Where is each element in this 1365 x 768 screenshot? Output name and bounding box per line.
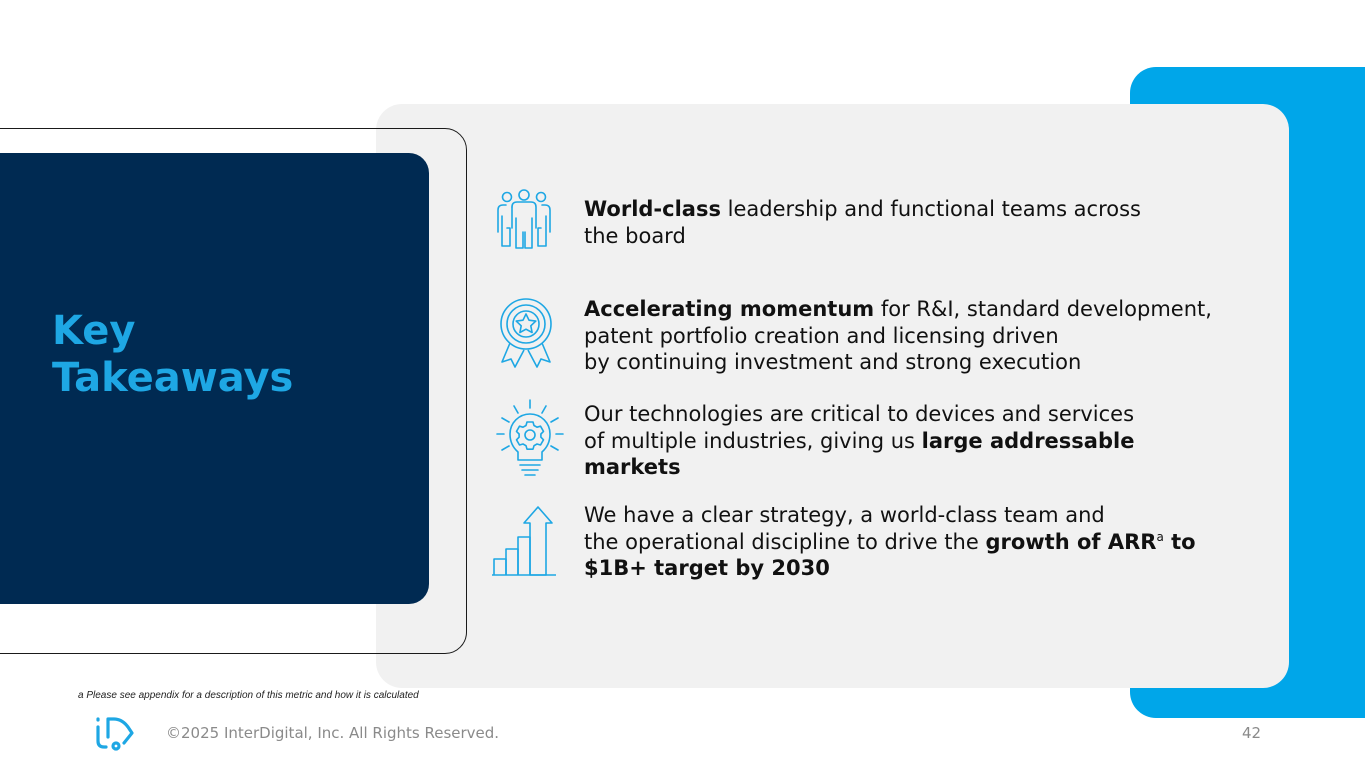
takeaway-3-line2: of multiple industries, giving us: [584, 428, 922, 453]
lightbulb-gear-icon: [492, 398, 568, 482]
takeaway-2: [584, 296, 1224, 376]
takeaway-4-line1: We have a clear strategy, a world-class team and: [584, 503, 1105, 527]
takeaway-2-bold: Accelerating momentum: [584, 297, 875, 321]
takeaway-1: [584, 196, 1224, 249]
takeaway-2-line3: by continuing investment and strong execution: [584, 350, 1082, 374]
growth-chart-icon: [491, 505, 557, 577]
takeaway-3: [584, 401, 1224, 481]
footnote-marker: a: [1156, 529, 1164, 544]
title-line-1: Key: [52, 308, 136, 354]
takeaway-3-line1: Our technologies are critical to devices and services: [584, 402, 1135, 426]
slide-title: [52, 308, 412, 402]
page-number: 42: [1242, 724, 1262, 742]
takeaway-1-text: leadership and functional teams across: [720, 197, 1141, 221]
takeaway-2-line2: patent portfolio creation and licensing driven: [584, 323, 1059, 348]
takeaway-4-line2: the operational discipline to drive the: [584, 529, 986, 554]
takeaway-4-bold-after: to: [1163, 529, 1196, 554]
takeaway-4-line3: $1B+ target by 2030: [584, 556, 830, 580]
takeaway-3-line3: markets: [584, 455, 681, 479]
copyright-text: ©2025 InterDigital, Inc. All Rights Reserved.: [166, 724, 500, 742]
footnote: a Please see appendix for a description of this metric and how it is calculated: [78, 690, 419, 701]
takeaway-4: [584, 502, 1224, 582]
title-line-2: Takeaways: [52, 355, 294, 401]
takeaway-1-line2: the board: [584, 223, 686, 248]
interdigital-logo-icon: [92, 713, 136, 756]
team-icon: [492, 188, 556, 252]
takeaway-3-bold: large addressable: [921, 428, 1135, 453]
takeaway-2-text: for R&I, standard development,: [874, 297, 1212, 321]
award-badge-icon: [496, 296, 556, 368]
takeaway-1-bold: World-class: [584, 197, 721, 221]
takeaway-4-bold: growth of ARR: [985, 529, 1157, 554]
